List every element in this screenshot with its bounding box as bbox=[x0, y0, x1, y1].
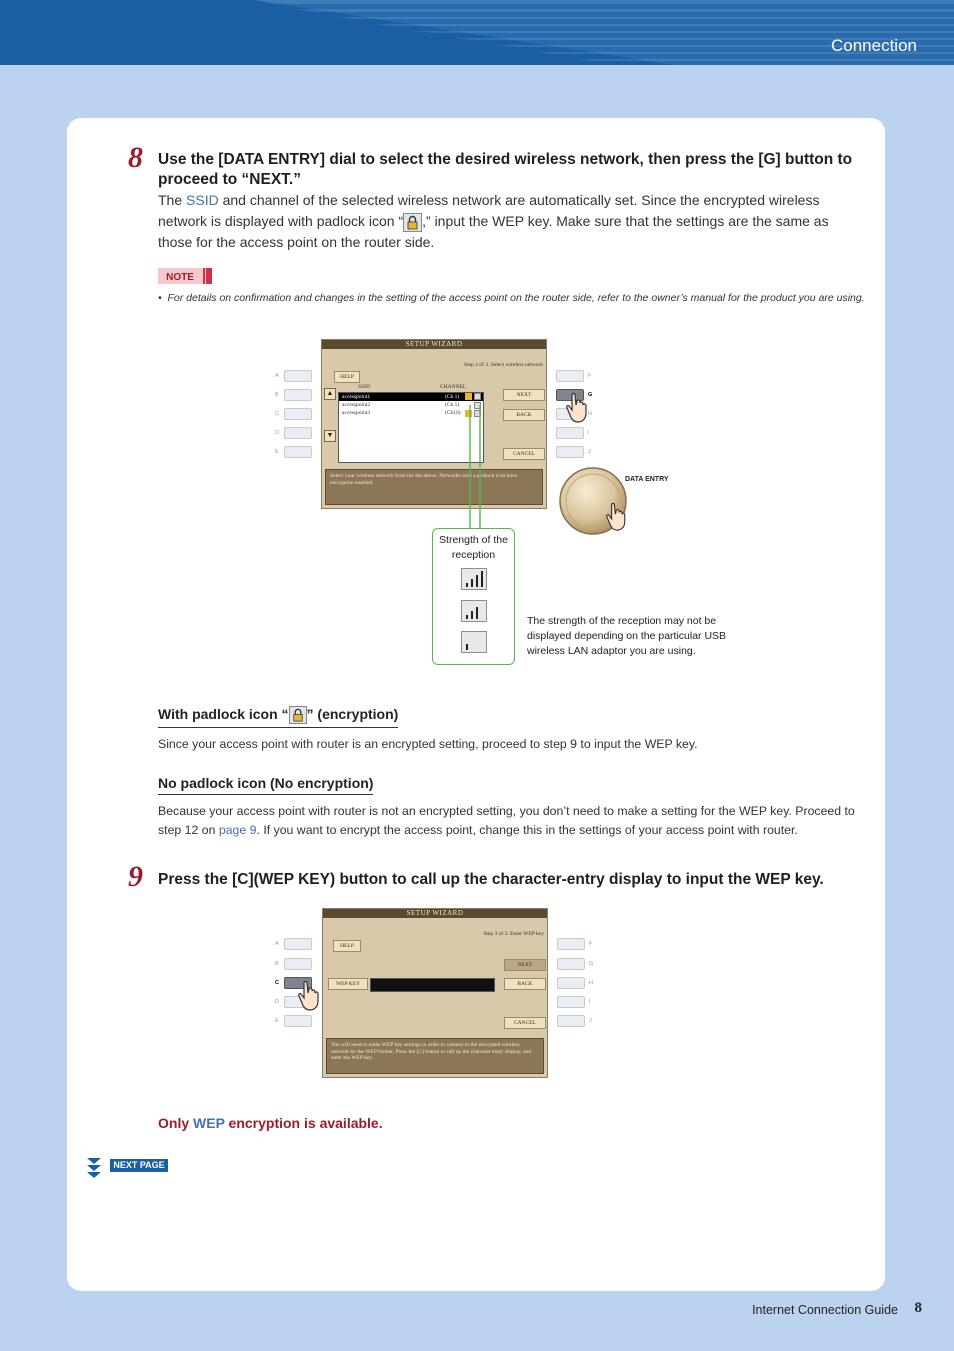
list-item-channel: (Ch 1) bbox=[445, 394, 460, 400]
key-label-j: J bbox=[588, 449, 591, 455]
note-text: • For details on confirmation and changes in the setting of the access point on the router side, refer to the owner’s manual for the product you are using. bbox=[158, 292, 865, 304]
key-label-d: D bbox=[275, 999, 279, 1005]
key-label-f: F bbox=[588, 373, 592, 379]
key-label-h: H bbox=[589, 980, 593, 986]
padlock-icon bbox=[289, 706, 307, 724]
panel-button-j[interactable] bbox=[556, 446, 584, 458]
next-button[interactable]: NEXT bbox=[503, 389, 545, 401]
list-item-ssid[interactable]: accesspoint3 bbox=[342, 410, 371, 416]
key-label-h: H bbox=[588, 411, 592, 417]
panel-button-i[interactable] bbox=[557, 996, 585, 1008]
key-label-f: F bbox=[589, 941, 593, 947]
panel-button-d[interactable] bbox=[284, 427, 312, 439]
wep-only-note: Only WEP encryption is available. bbox=[158, 1115, 383, 1131]
step-number: 8 bbox=[128, 141, 143, 174]
section-title: Connection bbox=[830, 36, 917, 55]
key-label-e: E bbox=[275, 1018, 279, 1024]
key-label-b: B bbox=[275, 392, 279, 398]
wep-key-button[interactable]: WEP KEY bbox=[328, 978, 368, 990]
page-header bbox=[0, 0, 954, 65]
screen-step-label: Step 2 of 3. Select wireless network bbox=[464, 362, 543, 368]
padlock-icon bbox=[465, 393, 472, 400]
no-padlock-section-text: Because your access point with router is not an encrypted setting, you don’t need to make a setting for the WEP key. Proceed to step 12 on page 9. If you want to encrypt the access point, change this in the settings of your access point with router. bbox=[158, 804, 855, 837]
list-item-ssid[interactable]: accesspoint1 bbox=[342, 394, 371, 400]
panel-button-f[interactable] bbox=[556, 370, 584, 382]
signal-weak-icon bbox=[461, 631, 487, 653]
ssid-link[interactable]: SSID bbox=[186, 192, 219, 208]
key-label-g: G bbox=[588, 392, 593, 398]
back-button[interactable]: BACK bbox=[504, 978, 546, 990]
wep-link[interactable]: WEP bbox=[193, 1115, 225, 1131]
step-heading: Use the [DATA ENTRY] dial to select the desired wireless network, then press the [G] button to proceed to “NEXT.” bbox=[158, 151, 853, 188]
panel-button-g[interactable] bbox=[557, 958, 585, 970]
signal-strength-callout bbox=[432, 528, 515, 665]
setup-wizard-screen-1 bbox=[321, 339, 547, 509]
screen-message: Select your wireless network from the list above. Networks with a padlock icon have encryption enabled. bbox=[325, 469, 543, 505]
panel-button-b[interactable] bbox=[284, 958, 312, 970]
data-entry-label: DATA ENTRY bbox=[625, 476, 669, 483]
scroll-up-icon[interactable]: ▲ bbox=[324, 388, 336, 400]
network-list[interactable] bbox=[338, 392, 484, 463]
pointing-hand-icon bbox=[606, 500, 636, 534]
help-button[interactable]: HELP bbox=[333, 940, 361, 952]
note-badge-label: NOTE bbox=[166, 272, 194, 283]
padlock-section-heading: With padlock icon “ ” (encryption) bbox=[158, 706, 398, 728]
pointing-hand-icon bbox=[298, 979, 330, 1013]
help-button[interactable]: HELP bbox=[334, 371, 360, 383]
signal-icon bbox=[474, 393, 481, 400]
panel-button-j[interactable] bbox=[557, 1015, 585, 1027]
panel-button-h[interactable] bbox=[557, 977, 585, 989]
back-button[interactable]: BACK bbox=[503, 409, 545, 421]
panel-button-b[interactable] bbox=[284, 389, 312, 401]
key-label-i: I bbox=[588, 430, 590, 436]
panel-button-f[interactable] bbox=[557, 938, 585, 950]
note-badge bbox=[158, 268, 212, 284]
key-label-c: C bbox=[275, 980, 279, 986]
signal-medium-icon bbox=[461, 600, 487, 622]
step-number: 9 bbox=[128, 860, 143, 893]
step-heading: Press the [C](WEP KEY) button to call up the character-entry display to input the WEP key. bbox=[158, 871, 824, 888]
list-item-channel: (Ch 5) bbox=[445, 402, 460, 408]
key-label-a: A bbox=[275, 941, 279, 947]
cancel-button[interactable]: CANCEL bbox=[503, 448, 545, 460]
next-page-label: NEXT PAGE bbox=[110, 1159, 168, 1172]
next-button[interactable]: NEXT bbox=[504, 959, 546, 971]
no-padlock-section-heading: No padlock icon (No encryption) bbox=[158, 775, 373, 795]
signal-strong-icon bbox=[461, 568, 487, 590]
panel-button-a[interactable] bbox=[284, 938, 312, 950]
screen-title: SETUP WIZARD bbox=[322, 340, 546, 349]
key-label-b: B bbox=[275, 961, 279, 967]
key-label-a: A bbox=[275, 373, 279, 379]
panel-button-e[interactable] bbox=[284, 1015, 312, 1027]
chevrons-down-icon bbox=[87, 1158, 107, 1180]
screen-title: SETUP WIZARD bbox=[323, 909, 547, 918]
key-label-d: D bbox=[275, 430, 279, 436]
padlock-icon bbox=[403, 213, 422, 232]
key-label-c: C bbox=[275, 411, 279, 417]
key-label-j: J bbox=[589, 1018, 592, 1024]
key-label-e: E bbox=[275, 449, 279, 455]
screen-step-label: Step 3 of 3. Enter WEP key bbox=[483, 931, 544, 937]
step-body: The SSID and channel of the selected wireless network are automatically set. Since the encrypted wireless network is displayed with padlock icon “ ,” input the WEP key. Make sure that the settings are the same as those for the access point on the router side. bbox=[158, 192, 829, 250]
list-item-ssid[interactable]: accesspoint2 bbox=[342, 402, 371, 408]
column-ssid: SSID bbox=[358, 384, 370, 390]
callout-title: Strength of the reception bbox=[439, 534, 508, 561]
key-label-i: I bbox=[589, 999, 591, 1005]
page-number: 8 bbox=[914, 1300, 922, 1316]
pointing-hand-icon bbox=[566, 391, 598, 425]
callout-connector bbox=[466, 405, 486, 530]
scroll-down-icon[interactable]: ▼ bbox=[324, 430, 336, 442]
wep-key-field[interactable] bbox=[370, 978, 495, 992]
setup-wizard-screen-2 bbox=[322, 908, 548, 1078]
list-item-channel: (Ch10) bbox=[445, 410, 461, 416]
panel-button-i[interactable] bbox=[556, 427, 584, 439]
footer-guide-title: Internet Connection Guide bbox=[752, 1303, 898, 1317]
panel-button-e[interactable] bbox=[284, 446, 312, 458]
reception-side-note: The strength of the reception may not be displayed depending on the particular USB wireless LAN adaptor you are using. bbox=[527, 615, 727, 657]
column-channel: CHANNEL bbox=[440, 384, 467, 390]
cancel-button[interactable]: CANCEL bbox=[504, 1017, 546, 1029]
panel-button-a[interactable] bbox=[284, 370, 312, 382]
panel-button-c[interactable] bbox=[284, 408, 312, 420]
key-label-g: G bbox=[589, 961, 594, 967]
padlock-section-text: Since your access point with router is an encrypted setting, proceed to step 9 to input the WEP key. bbox=[158, 737, 698, 751]
screen-message: You will need to make WEP key settings in order to connect to the encrypted wireless network by the WEP format. Press the [C] button to call up the character entry display, and enter the WEP key. bbox=[326, 1038, 544, 1074]
page-9-link[interactable]: page 9 bbox=[218, 823, 257, 837]
